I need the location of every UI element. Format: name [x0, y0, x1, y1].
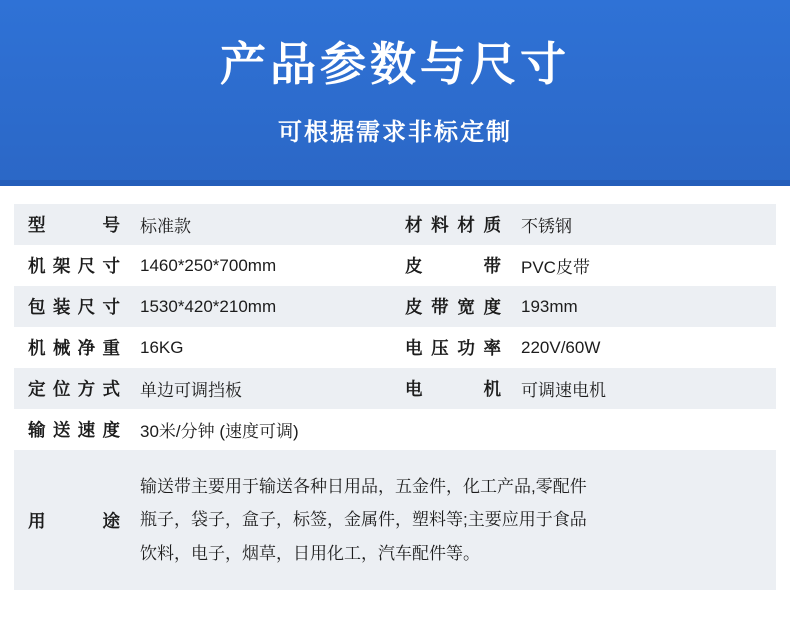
spec-value-belt-width: 193mm: [513, 286, 776, 327]
spec-value-net-weight: 16KG: [140, 337, 184, 357]
spec-label-motor: 电 机: [395, 368, 513, 409]
table-row: [14, 327, 776, 368]
spec-label-usage: 用 途: [14, 450, 132, 590]
page-title: 产品参数与尺寸: [220, 38, 570, 90]
usage-line: 瓶子，袋子，盒子，标签，金属件，塑料等;主要应用于食品: [140, 510, 587, 530]
spec-label-belt-width: 皮带宽度: [395, 286, 513, 327]
table-row: [14, 245, 776, 286]
spec-label-model: 型 号: [14, 204, 132, 245]
spec-value-package-size: 1530*420*210mm: [132, 286, 395, 327]
spec-label-belt: 皮 带: [405, 256, 501, 276]
spec-label-package-size: 包装尺寸: [14, 286, 132, 327]
spec-label-positioning: 定位方式: [14, 368, 132, 409]
spec-label-voltage-power: 电压功率: [405, 338, 501, 358]
table-row: [14, 409, 776, 450]
table-row: [14, 368, 776, 409]
spec-value-material: 不锈钢: [513, 204, 776, 245]
spec-value-frame-size: 1460*250*700mm: [140, 255, 277, 275]
spec-value-motor: 可调速电机: [513, 368, 776, 409]
spec-value-voltage-power: 220V/60W: [521, 337, 601, 357]
usage-line: 饮料，电子，烟草，日用化工，汽车配件等。: [140, 543, 480, 563]
table-row: [14, 204, 776, 245]
spec-label-net-weight: 机械净重: [28, 338, 120, 358]
spec-value-model: 标准款: [132, 204, 395, 245]
spec-label-speed: 输送速度: [28, 420, 120, 440]
spec-table-container: [0, 186, 790, 590]
spec-value-speed: 30米/分钟 (速度可调): [140, 422, 299, 441]
spec-value-positioning: 单边可调挡板: [132, 368, 395, 409]
table-row: [14, 286, 776, 327]
usage-line: 输送带主要用于输送各种日用品，五金件，化工产品,零配件: [140, 477, 587, 497]
table-row-usage: [14, 450, 776, 590]
spec-label-material: 材料材质: [395, 204, 513, 245]
spec-value-belt: PVC皮带: [521, 258, 590, 277]
page-subtitle: 可根据需求非标定制: [278, 118, 512, 146]
spec-value-usage: [132, 450, 776, 590]
spec-table: [14, 204, 776, 590]
header-banner: [0, 0, 790, 186]
spec-label-frame-size: 机架尺寸: [28, 256, 120, 276]
